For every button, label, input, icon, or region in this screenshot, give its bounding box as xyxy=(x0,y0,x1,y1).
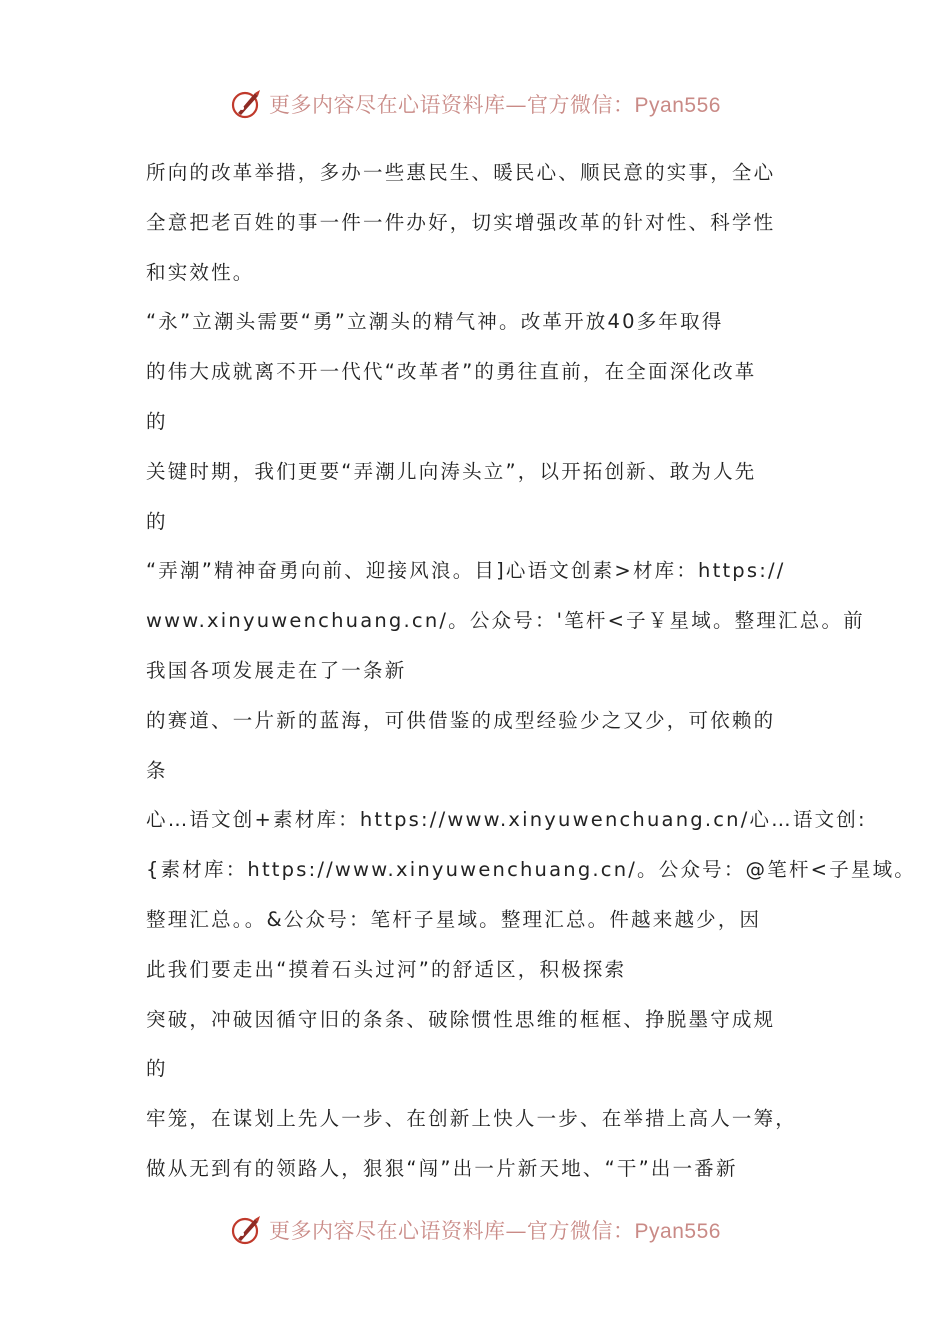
quill-logo-icon xyxy=(229,1213,263,1247)
banner-handle: Pyan556 xyxy=(634,94,721,117)
text-line: 此我们要走出“摸着石头过河”的舒适区，积极探索 xyxy=(146,957,627,981)
footer-banner xyxy=(0,1210,950,1250)
text-line: 关键时期，我们更要“弄潮儿向涛头立”，以开拓创新、敢为人先 xyxy=(146,459,757,483)
banner-text: 更多内容尽在心语资料库—官方微信：Pyan556 xyxy=(269,1219,721,1243)
text-line: 的伟大成就离不开一代代“改革者”的勇往直前，在全面深化改革 xyxy=(146,360,757,384)
text-line: www.xinyuwenchuang.cn/。公众号：'笔杆<子￥星域。整理汇总。前 xyxy=(146,609,865,633)
banner-text: 更多内容尽在心语资料库—官方微信：Pyan556 xyxy=(269,93,721,117)
text-line: 整理汇总。。&公众号：笔杆子星域。整理汇总。件越来越少，因 xyxy=(146,907,762,931)
text-line: 的赛道、一片新的蓝海，可供借鉴的成型经验少之又少，可依赖的 xyxy=(146,708,776,732)
text-line: 的 xyxy=(146,509,168,533)
text-line: 做从无到有的领路人，狠狠“闯”出一片新天地、“干”出一番新 xyxy=(146,1156,738,1180)
banner-handle: Pyan556 xyxy=(634,1220,721,1243)
document-body xyxy=(146,148,916,1194)
text-line: 心…语文创+素材库：https://www.xinyuwenchuang.cn/心…语文创: xyxy=(146,808,867,832)
text-line: 的 xyxy=(146,1057,168,1081)
text-line: “弄潮”精神奋勇向前、迎接风浪。目]心语文创素>材库：https:// xyxy=(146,559,786,583)
text-line: “永”立潮头需要“勇”立潮头的精气神。改革开放40多年取得 xyxy=(146,310,724,334)
text-line: 我国各项发展走在了一条新 xyxy=(146,658,407,682)
header-banner xyxy=(0,84,950,124)
text-line: 全意把老百姓的事一件一件办好，切实增强改革的针对性、科学性 xyxy=(146,210,776,234)
quill-logo-icon xyxy=(229,87,263,121)
text-line: 突破，冲破因循守旧的条条、破除惯性思维的框框、挣脱墨守成规 xyxy=(146,1007,776,1031)
text-line: 和实效性。 xyxy=(146,260,255,284)
text-line: 牢笼，在谋划上先人一步、在创新上快人一步、在举措上高人一筹， xyxy=(146,1107,798,1131)
text-line: 条 xyxy=(146,758,168,782)
text-line: 的 xyxy=(146,409,168,433)
text-line: {素材库：https://www.xinyuwenchuang.cn/。公众号：@笔杆<子星域。 xyxy=(146,858,916,882)
text-line: 所向的改革举措，多办一些惠民生、暖民心、顺民意的实事，全心 xyxy=(146,161,776,184)
